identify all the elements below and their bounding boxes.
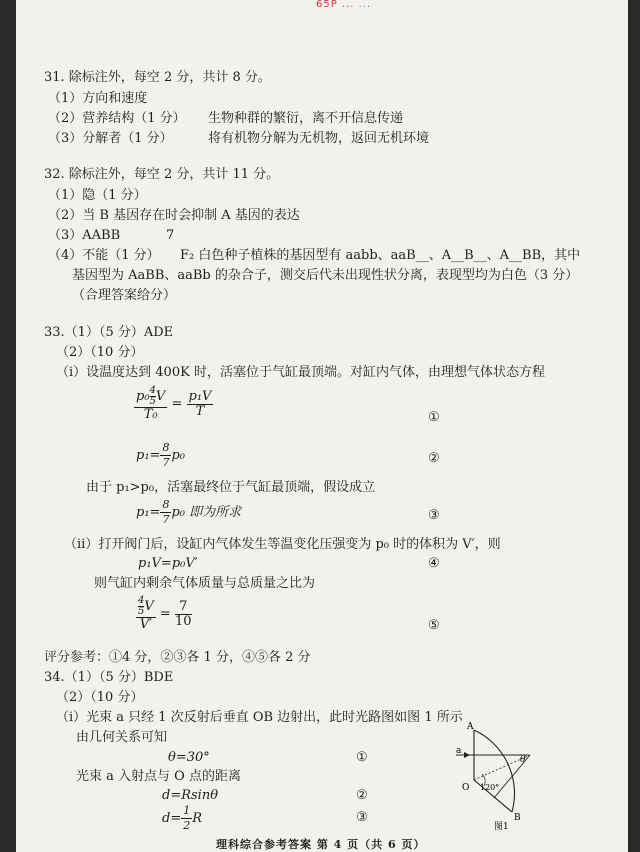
eq2-den: 7 [162,456,170,469]
q33-mark-1: ① [428,410,440,425]
q34-equation-1: θ=30° [168,750,210,765]
figure-caption: 图1 [494,822,509,830]
eq3-lhs: p₁= [136,505,161,520]
right-edge [628,0,640,852]
header-text-b: ... [358,0,372,10]
eq3-den: 7 [162,513,170,526]
eq5-lhs-fraction [136,596,156,632]
answer-sheet-page [16,0,628,852]
eq2-num: 8 [162,441,170,454]
q34-equation-2: d=Rsinθ [162,788,219,803]
eq5-rhs-den: 10 [174,613,192,629]
left-edge [0,0,16,852]
optics-diagram [454,720,564,830]
label-a-top: A [467,722,474,732]
q33-equation-2 [136,441,185,470]
q34-eq3-den: 2 [183,819,191,832]
q31-answer-2-label: （2）营养结构（1 分） [48,111,186,126]
eq5-coef-bottom: 5 [138,606,145,617]
q34-eq3-tail: R [192,811,203,826]
header-strip [316,0,506,12]
q31-answer-3-label: （3）分解者（1 分） [48,131,173,146]
page-footer: 理科综合参考答案 第 4 页（共 6 页） [216,838,426,851]
eq5-v: V [144,599,154,614]
q34-part2: （2）（10 分） [56,690,144,705]
q33-ii-text: （ii）打开阀门后，设缸内气体发生等温变化压强变为 p₀ 时的体积为 V′，则 [64,537,501,552]
q32-answer-3-value: 7 [166,228,175,243]
q34-mark-3: ③ [356,810,368,825]
q33-equation-5: $\frac{4}{5}$ V V′ = $\frac{7}{10}$ [138,595,192,632]
q34-equation-3 [162,804,202,833]
ray-arrow [464,752,470,758]
q33-i-text: （i）设温度达到 400K 时，活塞位于气缸最顶端。对缸内气体，由理想气体状态方程 [56,365,545,380]
eq1-denominator: T₀ [143,407,158,422]
eq5-den: V′ [139,617,153,632]
q33-equation-3 [136,498,241,527]
q31-answer-1: （1）方向和速度 [48,91,148,106]
label-a: a [456,746,462,756]
q33-part2: （2）（10 分） [56,345,144,360]
eq2-lhs: p₁= [136,448,161,463]
q31-answer-2-text: 生物种群的繁衍，离不开信息传递 [208,111,404,126]
eq5-coef-top: 4 [138,595,145,606]
q34-eq3-num: 1 [183,804,191,817]
q32-title: 32. 除标注外，每空 2 分，共计 11 分。 [44,167,280,182]
q32-answer-4-text3: （合理答案给分） [72,288,177,303]
q34-part1: 34.（1）（5 分）BDE [44,670,174,685]
q34-geo: 由几何关系可知 [76,730,168,745]
q33-because: 由于 p₁>p₀，活塞最终位于气缸最顶端，假设成立 [86,480,376,495]
eq1-v: V [155,389,166,404]
eq3-tail: p₀ 即为所求 [171,505,242,520]
label-o: O [462,783,470,793]
label-theta: θ [520,755,526,765]
label-b: B [514,813,521,823]
eq5-rhs-fraction [175,600,192,629]
q32-answer-4-text2: 基因型为 AaBB、aaBb 的杂合子，测交后代未出现性状分离，表现型均为白色（3 分） [72,268,579,283]
q33-ratio-text: 则气缸内剩余气体质量与总质量之比为 [94,576,316,591]
q34-mark-2: ② [356,788,368,803]
q33-mark-4: ④ [428,556,440,571]
q32-answer-3-label: （3）AABB [48,228,121,243]
q31-answer-3-text: 将有机物分解为无机物，返回无机环境 [208,131,430,146]
q33-score: 评分参考：①4 分，②③各 1 分，④⑤各 2 分 [44,650,311,665]
q31-title: 31. 除标注外，每空 2 分，共计 8 分。 [44,70,271,85]
figure-1 [454,720,564,830]
q32-answer-2: （2）当 B 基因存在时会抑制 A 基因的表达 [48,208,300,223]
eq3-num: 8 [162,498,170,511]
q33-equation-1: p₀ $\frac{4}{5}$ V T₀ = $\frac{\text{p₁V}}{T}$ [136,385,212,422]
eq1-rhs-fraction [187,390,214,419]
q33-mark-3: ③ [428,508,440,523]
q34-dist: 光束 a 入射点与 O 点的距离 [76,769,241,784]
q32-answer-1: （1）隐（1 分） [48,188,147,203]
q32-answer-4-label: （4）不能（1 分） [48,248,160,263]
q33-equation-4: p₁V=p₀V′ [138,556,198,571]
eq1-rhs-numerator: p₁V [188,388,212,404]
eq1-p0: p₀ [136,389,150,404]
eq5-rhs-num: 7 [175,600,192,615]
arc-shape [474,730,514,812]
eq1-coef-top: 4 [149,385,156,396]
q33-mark-2: ② [428,451,440,466]
q34-i-text: （i）光束 a 只经 1 次反射后垂直 OB 边射出，此时光路图如图 1 所示 [56,710,463,725]
eq2-tail: p₀ [171,448,185,463]
header-text-a: 65P ... [316,0,355,10]
q32-answer-4-text: F₂ 白色种子植株的基因型有 aabb、aaB__、A__B__、A__BB，其中 [180,248,581,263]
q33-mark-5: ⑤ [428,618,440,633]
eq1-lhs-fraction [134,386,167,422]
eq1-coef-bottom: 5 [149,396,156,407]
q33-part1: 33.（1）（5 分）ADE [44,325,174,340]
eq1-rhs-denominator: T [195,403,205,419]
q34-eq3-lhs: d= [162,811,182,826]
q34-mark-1: ① [356,750,368,765]
label-angle: 120° [480,783,500,792]
